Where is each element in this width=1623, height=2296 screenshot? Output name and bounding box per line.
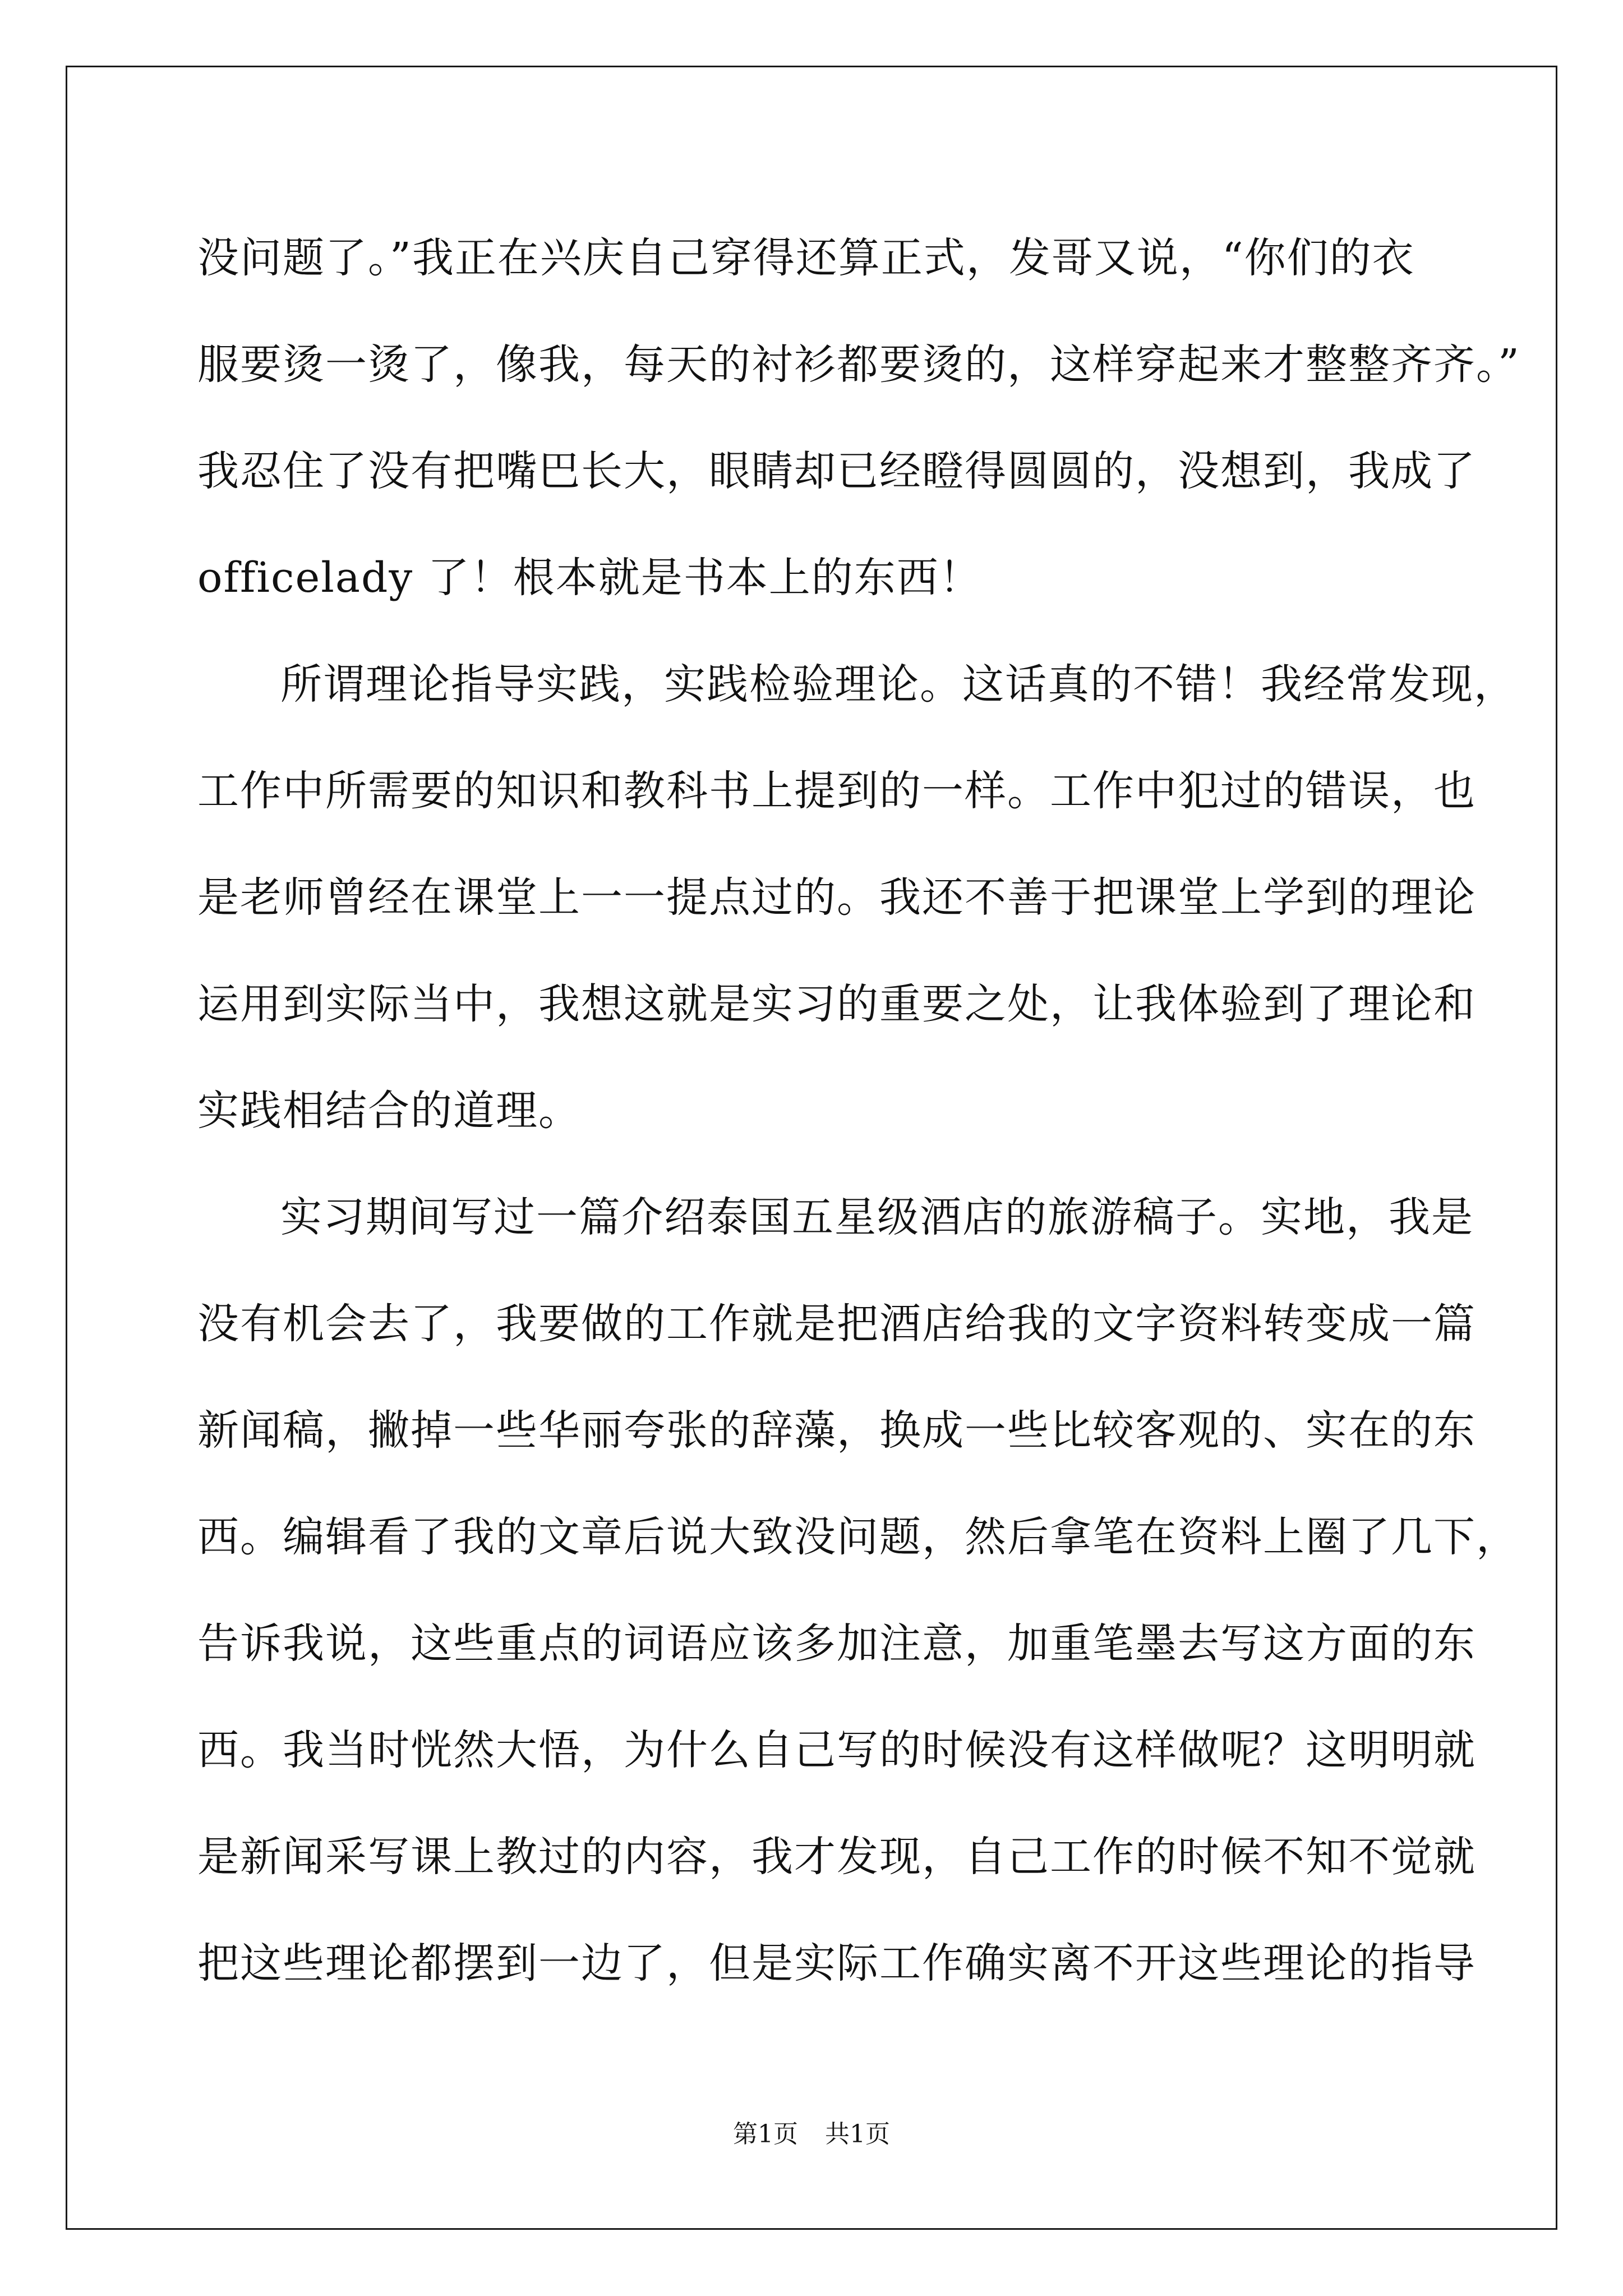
text-line: 没有机会去了，我要做的工作就是把酒店给我的文字资料转变成一篇 xyxy=(197,1300,1476,1348)
text-line: 是新闻采写课上教过的内容，我才发现，自己工作的时候不知不觉就 xyxy=(197,1833,1476,1881)
text-line: officelady 了！根本就是书本上的东西！ xyxy=(197,554,982,602)
text-line: 服要烫一烫了，像我，每天的衬衫都要烫的，这样穿起来才整整齐齐。” xyxy=(197,341,1520,389)
page-number: 第1页 xyxy=(733,2120,798,2148)
text-line: 没问题了。”我正在兴庆自己穿得还算正式，发哥又说，“你们的衣 xyxy=(197,234,1415,282)
text-line: 西。编辑看了我的文章后说大致没问题，然后拿笔在资料上圈了几下， xyxy=(197,1513,1519,1561)
page-footer xyxy=(0,2114,1623,2150)
text-line: 新闻稿，撇掉一些华丽夸张的辞藻，换成一些比较客观的、实在的东 xyxy=(197,1406,1476,1455)
text-line: 西。我当时恍然大悟，为什么自己写的时候没有这样做呢？这明明就 xyxy=(197,1726,1476,1774)
paragraph-start-line: 所谓理论指导实践，实践检验理论。这话真的不错！我经常发现， xyxy=(280,660,1516,708)
document-body xyxy=(197,205,1520,2017)
text-line: 实践相结合的道理。 xyxy=(197,1087,581,1135)
text-line: 工作中所需要的知识和教科书上提到的一样。工作中犯过的错误，也 xyxy=(197,767,1476,815)
text-line: 把这些理论都摆到一边了，但是实际工作确实离不开这些理论的指导 xyxy=(197,1939,1476,1987)
paragraph-start-line: 实习期间写过一篇介绍泰国五星级酒店的旅游稿子。实地，我是 xyxy=(280,1193,1474,1241)
page-total: 共1页 xyxy=(825,2120,890,2148)
text-line: 我忍住了没有把嘴巴长大，眼睛却已经瞪得圆圆的，没想到，我成了 xyxy=(197,447,1476,495)
text-line: 告诉我说，这些重点的词语应该多加注意，加重笔墨去写这方面的东 xyxy=(197,1619,1476,1668)
text-line: 运用到实际当中，我想这就是实习的重要之处，让我体验到了理论和 xyxy=(197,980,1476,1028)
text-line: 是老师曾经在课堂上一一提点过的。我还不善于把课堂上学到的理论 xyxy=(197,873,1476,922)
